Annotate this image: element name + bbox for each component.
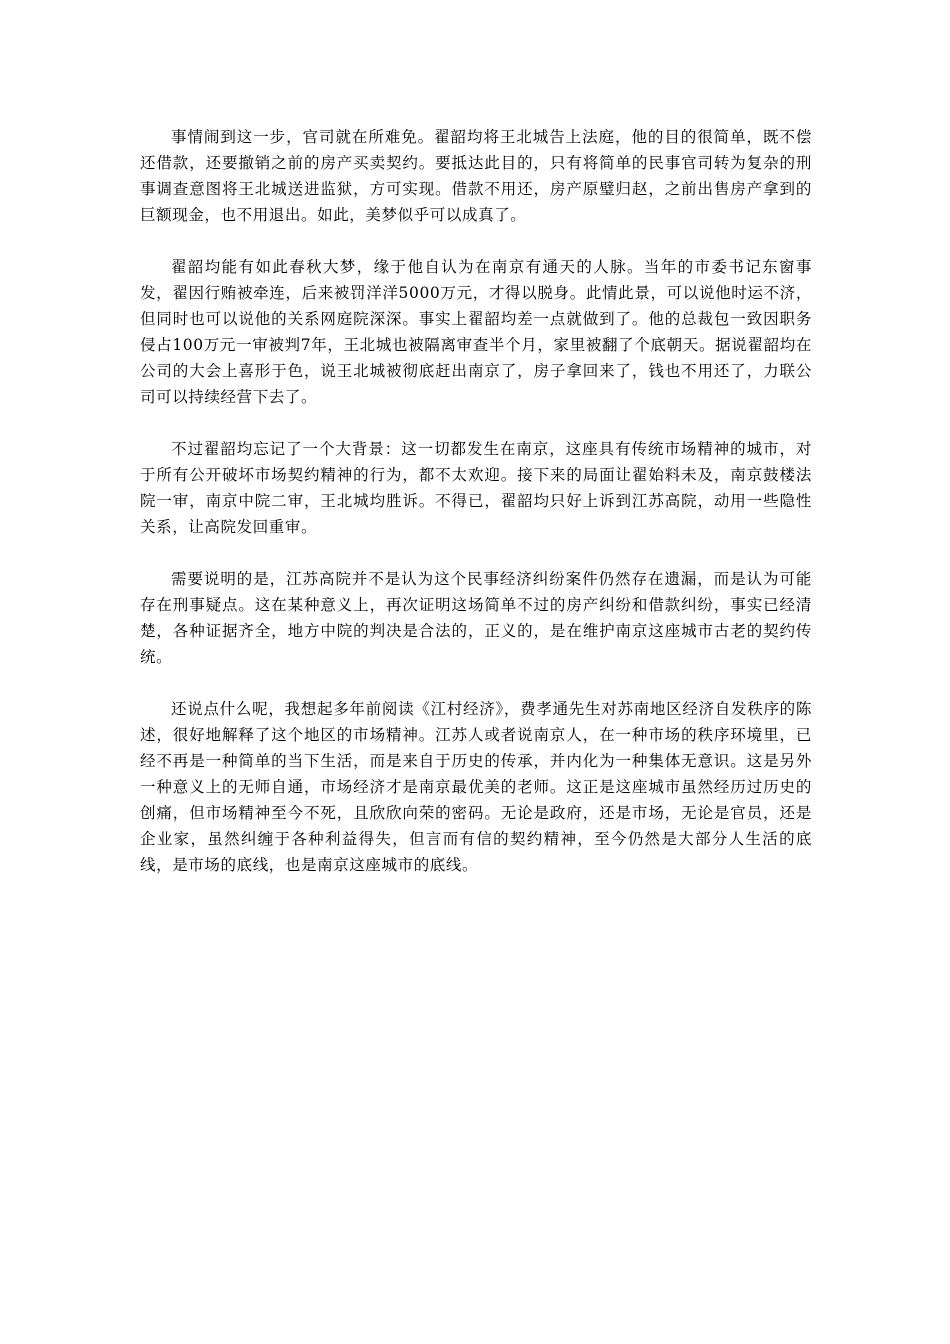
article-body xyxy=(140,124,812,904)
paragraph-5: 还说点什么呢，我想起多年前阅读《江村经济》，费孝通先生对苏南地区经济自发秩序的陈述，很好地解释了这个地区的市场精神。江苏人或者说南京人，在一种市场的秩序环境里，已经不再是一种简单的当下生活，而是来自于历史的传承，并内化为一种集体无意识。这是另外一种意义上的无师自通，市场经济才是南京最优美的老师。这正是这座城市虽然经历过历史的创痛，但市场精神至今不死，且欣欣向荣的密码。无论是政府，还是市场，无论是官员，还是企业家，虽然纠缠于各种利益得失，但言而有信的契约精神，至今仍然是大部分人生活的底线，是市场的底线，也是南京这座城市的底线。 xyxy=(140,700,812,874)
paragraph-3: 不过翟韶均忘记了一个大背景：这一切都发生在南京，这座具有传统市场精神的城市，对于所有公开破坏市场契约精神的行为，都不太欢迎。接下来的局面让翟始料未及，南京鼓楼法院一审，南京中院二审，王北城均胜诉。不得已，翟韶均只好上诉到江苏高院，动用一些隐性关系，让高院发回重审。 xyxy=(140,440,812,536)
paragraph-4: 需要说明的是，江苏高院并不是认为这个民事经济纠纷案件仍然存在遗漏，而是认为可能存在刑事疑点。这在某种意义上，再次证明这场简单不过的房产纠纷和借款纠纷，事实已经清楚，各种证据齐全，地方中院的判决是合法的，正义的，是在维护南京这座城市古老的契约传统。 xyxy=(140,570,812,666)
paragraph-2: 翟韶均能有如此春秋大梦，缘于他自认为在南京有通天的人脉。当年的市委书记东窗事发，翟因行贿被牵连，后来被罚洋洋5000万元，才得以脱身。此情此景，可以说他时运不济，但同时也可以说他的关系网庭院深深。事实上翟韶均差一点就做到了。他的总裁包一致因职务侵占100万元一审被判7年，王北城也被隔离审查半个月，家里被翻了个底朝天。据说翟韶均在公司的大会上喜形于色，说王北城被彻底赶出南京了，房子拿回来了，钱也不用还了，力联公司可以持续经营下去了。 xyxy=(140,258,812,406)
paragraph-1: 事情闹到这一步，官司就在所难免。翟韶均将王北城告上法庭，他的目的很简单，既不偿还借款，还要撤销之前的房产买卖契约。要抵达此目的，只有将简单的民事官司转为复杂的刑事调查意图将王北城送进监狱，方可实现。借款不用还，房产原璧归赵，之前出售房产拿到的巨额现金，也不用退出。如此，美梦似乎可以成真了。 xyxy=(140,128,812,224)
